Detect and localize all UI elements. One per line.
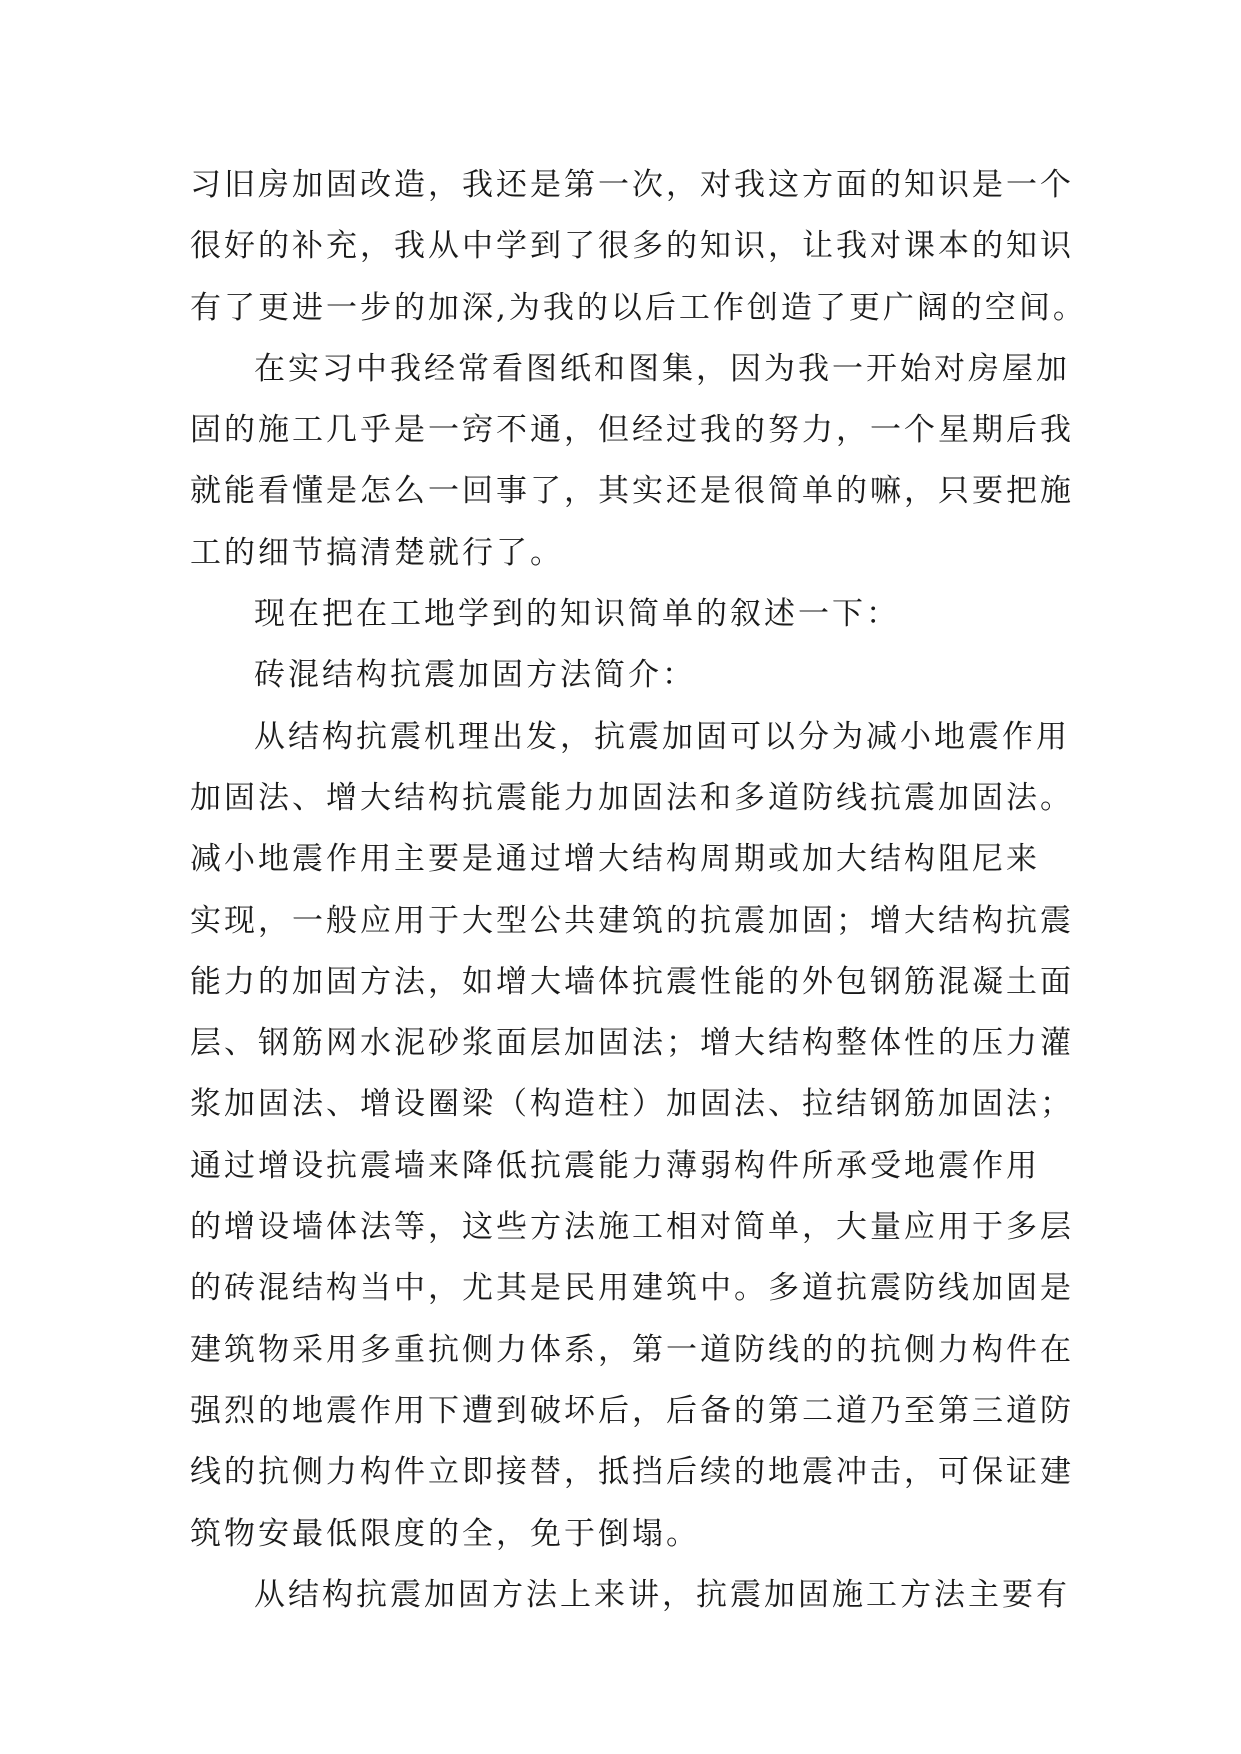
text-line: 通过增设抗震墙来降低抗震能力薄弱构件所承受地震作用 — [190, 1147, 1040, 1184]
text-line: 的砖混结构当中，尤其是民用建筑中。多道抗震防线加固是 — [190, 1270, 1074, 1307]
text-line: 从结构抗震加固方法上来讲，抗震加固施工方法主要有 — [254, 1576, 1070, 1613]
text-line: 砖混结构抗震加固方法简介： — [254, 657, 696, 694]
text-line: 线的抗侧力构件立即接替，抵挡后续的地震冲击，可保证建 — [190, 1454, 1074, 1491]
text-line: 很好的补充，我从中学到了很多的知识，让我对课本的知识 — [190, 228, 1074, 265]
text-line: 建筑物采用多重抗侧力体系，第一道防线的的抗侧力构件在 — [190, 1331, 1074, 1368]
text-line: 就能看懂是怎么一回事了，其实还是很简单的嘛，只要把施 — [190, 473, 1074, 510]
text-line: 现在把在工地学到的知识简单的叙述一下： — [254, 596, 900, 633]
text-line: 加固法、增大结构抗震能力加固法和多道防线抗震加固法。 — [190, 779, 1074, 816]
text-line: 强烈的地震作用下遭到破坏后，后备的第二道乃至第三道防 — [190, 1392, 1074, 1429]
body-text — [190, 155, 1090, 1626]
text-line: 减小地震作用主要是通过增大结构周期或加大结构阻尼来 — [190, 841, 1040, 878]
text-line: 浆加固法、增设圈梁（构造柱）加固法、拉结钢筋加固法； — [190, 1086, 1074, 1123]
text-line: 固的施工几乎是一窍不通，但经过我的努力，一个星期后我 — [190, 412, 1074, 449]
text-line: 有了更进一步的加深,为我的以后工作创造了更广阔的空间。 — [190, 289, 1087, 326]
text-line: 的增设墙体法等，这些方法施工相对简单，大量应用于多层 — [190, 1209, 1074, 1246]
text-line: 从结构抗震机理出发，抗震加固可以分为减小地震作用 — [254, 718, 1070, 755]
text-line: 能力的加固方法，如增大墙体抗震性能的外包钢筋混凝土面 — [190, 963, 1074, 1000]
text-line: 层、钢筋网水泥砂浆面层加固法；增大结构整体性的压力灌 — [190, 1025, 1074, 1062]
text-line: 工的细节搞清楚就行了。 — [190, 534, 564, 571]
text-line: 实现，一般应用于大型公共建筑的抗震加固；增大结构抗震 — [190, 902, 1074, 939]
text-line: 习旧房加固改造，我还是第一次，对我这方面的知识是一个 — [190, 167, 1074, 203]
text-line: 在实习中我经常看图纸和图集，因为我一开始对房屋加 — [254, 350, 1070, 387]
text-line: 筑物安最低限度的全，免于倒塌。 — [190, 1515, 700, 1552]
